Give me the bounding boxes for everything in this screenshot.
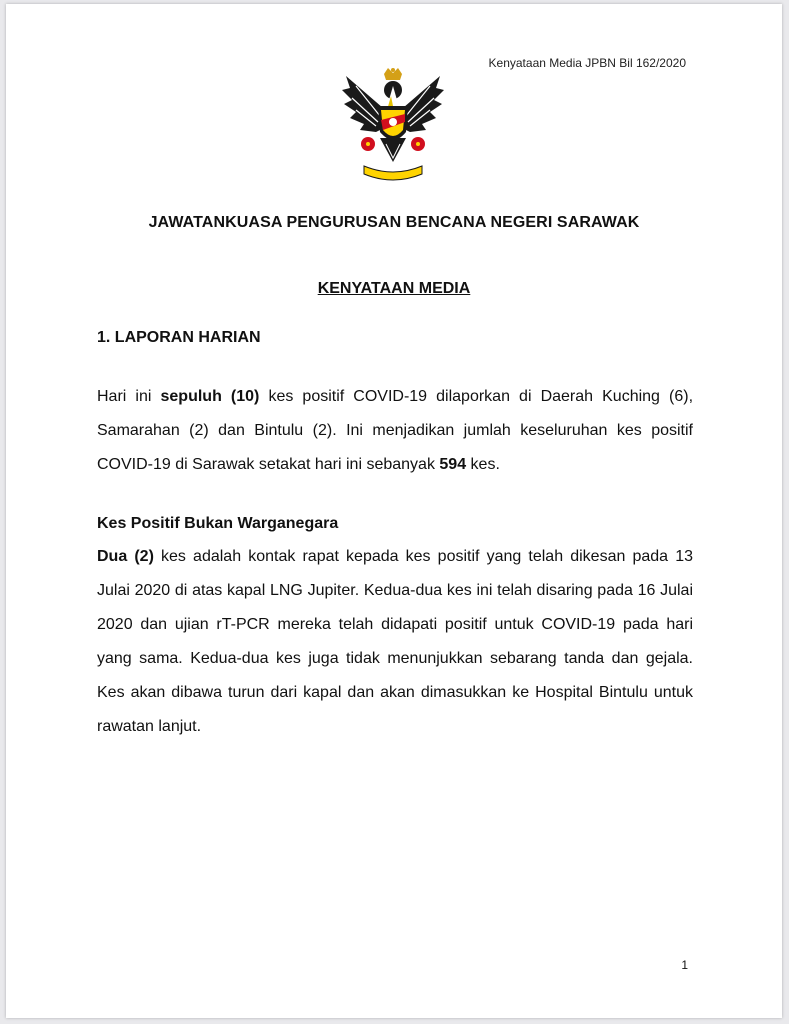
section-heading: 1. LAPORAN HARIAN (97, 329, 261, 346)
document-page (6, 4, 782, 1018)
organization-heading: JAWATANKUASA PENGURUSAN BENCANA NEGERI SARAWAK (148, 214, 640, 231)
daily-report-paragraph (97, 380, 693, 482)
case-count: Dua (2) (97, 548, 154, 565)
document-title: KENYATAAN MEDIA (317, 280, 471, 297)
page-number: 1 (681, 958, 688, 972)
case-count: sepuluh (10) (160, 388, 260, 405)
media-reference: Kenyataan Media JPBN Bil 162/2020 (488, 56, 686, 70)
text-run: kes. (466, 456, 500, 473)
non-citizen-cases-paragraph (97, 540, 693, 744)
total-cases: 594 (439, 456, 467, 473)
text-run: kes positif COVID-19 dilaporkan di Daerah Kuching (6), Samarahan (2) dan Bintulu (2). Ini menjadikan jumlah keseluruhan kes positif COVID-19 di Sarawak setakat hari ini sebanyak (97, 388, 694, 473)
text-run: Hari ini (97, 388, 161, 405)
sarawak-coat-of-arms-icon (340, 66, 446, 186)
subsection-heading: Kes Positif Bukan Warganegara (97, 515, 339, 532)
text-run: kes adalah kontak rapat kepada kes positif yang telah dikesan pada 13 Julai 2020 di atas kapal LNG Jupiter. Kedua-dua kes ini telah disaring pada 16 Julai 2020 dan ujian rT-PCR mereka telah didapati positif untuk COVID-19 pada hari yang sama. Kedua-dua kes juga tidak menunjukkan sebarang tanda dan gejala. Kes akan dibawa turun dari kapal dan akan dimasukkan ke Hospital Bintulu untuk rawatan lanjut. (97, 548, 693, 735)
